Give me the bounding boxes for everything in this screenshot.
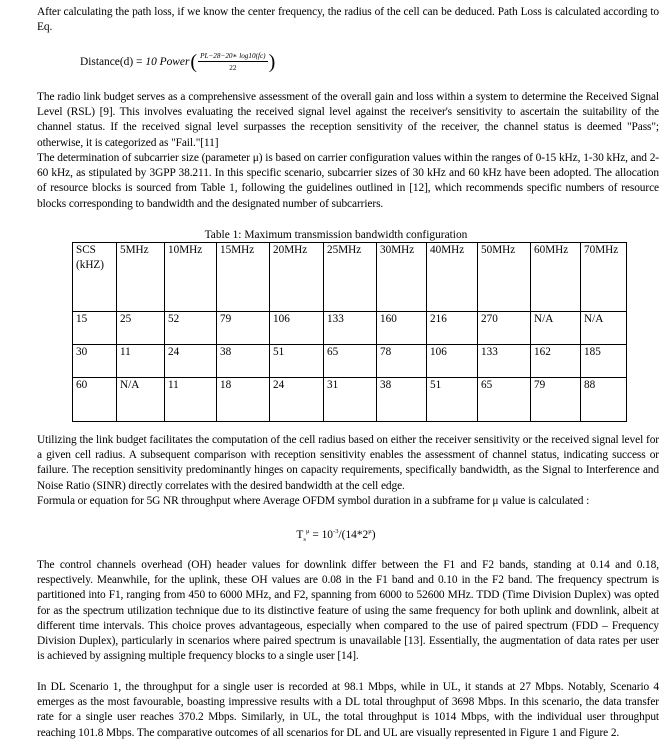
paragraph-link-budget: The radio link budget serves as a comprehensive assessment of the overall gain and loss within a system to determine the Received Signal Level (RSL) [9]. This involves evaluating the received signal level against the receiver's sensitivity to ascertain the suitability of the channel status. If the received signal level surpasses the reception sensitivity of the receiver, the channel status is deemed "Pass"; otherwise, it is categorized as "Fail."[11] (37, 91, 659, 149)
table-row (73, 345, 627, 378)
formula2-exp2: μ (368, 528, 372, 535)
formula2-end: ) (371, 528, 376, 541)
formula2-t-sup: μ (305, 528, 310, 535)
paragraph-throughput-formula-intro: Formula or equation for 5G NR throughput where Average OFDM symbol duration in a subframe for μ value is calculated : (37, 495, 590, 507)
table-header-cell: 25MHz (324, 243, 377, 312)
table-cell: 60 (73, 378, 117, 422)
formula-open-paren: ( (190, 51, 198, 74)
table-cell: 30 (73, 345, 117, 378)
table-cell: 52 (165, 312, 217, 345)
table-cell: 185 (581, 345, 627, 378)
formula2-eq: = 10 (309, 528, 333, 541)
paragraph-subcarrier: The determination of subcarrier size (parameter μ) is based on carrier configuration values within the ranges of 0-15 kHz, 1-30 kHz, and 2-60 kHz, as stipulated by 3GPP 38.211. In this specific scenario, subcarrier sizes of 30 kHz and 60 kHz have been adopted. The allocation of resource blocks is sourced from Table 1, following the guidelines outlined in [12], which recommends specific numbers of resource blocks corresponding to bandwidth and the designated number of subcarriers. (37, 152, 659, 210)
table-cell: 216 (427, 312, 478, 345)
table-cell: 133 (478, 345, 531, 378)
table-cell: 51 (427, 378, 478, 422)
table-cell: 51 (270, 345, 324, 378)
formula-close-paren: ) (268, 51, 276, 74)
table-cell: 38 (217, 345, 270, 378)
table-cell: N/A (531, 312, 581, 345)
formula-power: 10 Power (145, 55, 190, 68)
table-header-cell: 20MHz (270, 243, 324, 312)
table-header-cell: 60MHz (531, 243, 581, 312)
table-cell: 79 (531, 378, 581, 422)
table-cell: N/A (117, 378, 165, 422)
distance-formula (80, 52, 276, 73)
table-header-cell: 50MHz (478, 243, 531, 312)
formula-fraction (198, 52, 268, 73)
ofdm-symbol-formula (0, 524, 672, 547)
table-header-row (73, 243, 627, 312)
table-cell: 79 (217, 312, 270, 345)
table-cell: 106 (427, 345, 478, 378)
formula-lhs: Distance(d) = (80, 55, 143, 68)
paragraph-cell-radius: Utilizing the link budget facilitates the computation of the cell radius based on either the receiver sensitivity or the received signal level for a given cell radius. A subsequent comparison with reception sensitivity enables the assessment of channel status, indicating success or failure. The reception sensitivity predominantly hinges on capacity requirements, specifically bandwidth, as the Signal to Interference and Noise Ratio (SINR) directly correlates with the desired bandwidth at the cell edge. (37, 434, 659, 492)
table-cell: 18 (217, 378, 270, 422)
table-header-cell: 5MHz (117, 243, 165, 312)
formula-numerator: PL−28−20∗ log10(fc) (198, 52, 268, 62)
table-row (73, 312, 627, 345)
table-cell: 15 (73, 312, 117, 345)
table-cell: 24 (165, 345, 217, 378)
paragraph-path-loss-intro: After calculating the path loss, if we know the center frequency, the radius of the cell can be deduced. Path Loss is calculated according to Eq. (37, 6, 659, 34)
table-caption: Table 1: Maximum transmission bandwidth configuration (204, 229, 468, 241)
table-cell: 270 (478, 312, 531, 345)
table-cell: 31 (324, 378, 377, 422)
table-cell: 88 (581, 378, 627, 422)
table-cell: 65 (324, 345, 377, 378)
table-cell: 160 (377, 312, 427, 345)
table-cell: 78 (377, 345, 427, 378)
table-header-cell: 70MHz (581, 243, 627, 312)
bandwidth-table (72, 242, 627, 422)
table-cell: 24 (270, 378, 324, 422)
formula2-exp1: -3 (333, 528, 339, 535)
table-header-cell: 40MHz (427, 243, 478, 312)
table-row (73, 378, 627, 422)
table-cell: 11 (165, 378, 217, 422)
table-cell: 38 (377, 378, 427, 422)
table-cell: 133 (324, 312, 377, 345)
table-cell: 25 (117, 312, 165, 345)
formula2-t: T (296, 528, 304, 541)
table-cell: 11 (117, 345, 165, 378)
table-header-cell: 30MHz (377, 243, 427, 312)
table-cell: 106 (270, 312, 324, 345)
table-cell: N/A (581, 312, 627, 345)
paragraph-overhead: The control channels overhead (OH) header values for downlink differ between the F1 and F2 bands, standing at 0.14 and 0.18, respectively. Meanwhile, for the uplink, these OH values are 0.08 in the F1 band and 0.10 in the F2 band. The frequency spectrum is partitioned into F1, ranging from 450 to 6000 MHz, and F2, spanning from 6000 to 52600 MHz. TDD (Time Division Duplex) was opted for as the spectrum utilization technique due to its distinctive feature of using the same frequency for both uplink and downlink, albeit at different time intervals. This choice proves advantageous, especially when compared to the use of paired spectrum (FDD – Frequency Division Duplex), particularly in scenarios where paired spectrum is unavailable [13]. Essentially, the augmentation of data rates per user is achieved by assigning multiple frequency blocks to a single user [14]. (37, 559, 659, 663)
table-cell: 65 (478, 378, 531, 422)
table-cell: 162 (531, 345, 581, 378)
formula2-t-sub: s (303, 536, 306, 544)
formula2-mid: /(14*2 (338, 528, 369, 541)
table-header-cell: 15MHz (217, 243, 270, 312)
table-header-cell: 10MHz (165, 243, 217, 312)
formula-denominator: 22 (229, 64, 237, 73)
paragraph-scenario-results: In DL Scenario 1, the throughput for a single user is recorded at 98.1 Mbps, while in UL, it stands at 27 Mbps. Notably, Scenario 4 emerges as the most favourable, boasting impressive results with a DL total throughput of 3698 Mbps. In this scenario, the data transfer rate for a single user reaches 370.2 Mbps. Similarly, in UL, the total throughput is 1014 Mbps, with the individual user throughput reaching 101.8 Mbps. The comparative outcomes of all scenarios for DL and UL are visually represented in Figure 1 and Figure 2. (37, 681, 659, 739)
table-header-cell: SCS (kHZ) (73, 243, 117, 312)
